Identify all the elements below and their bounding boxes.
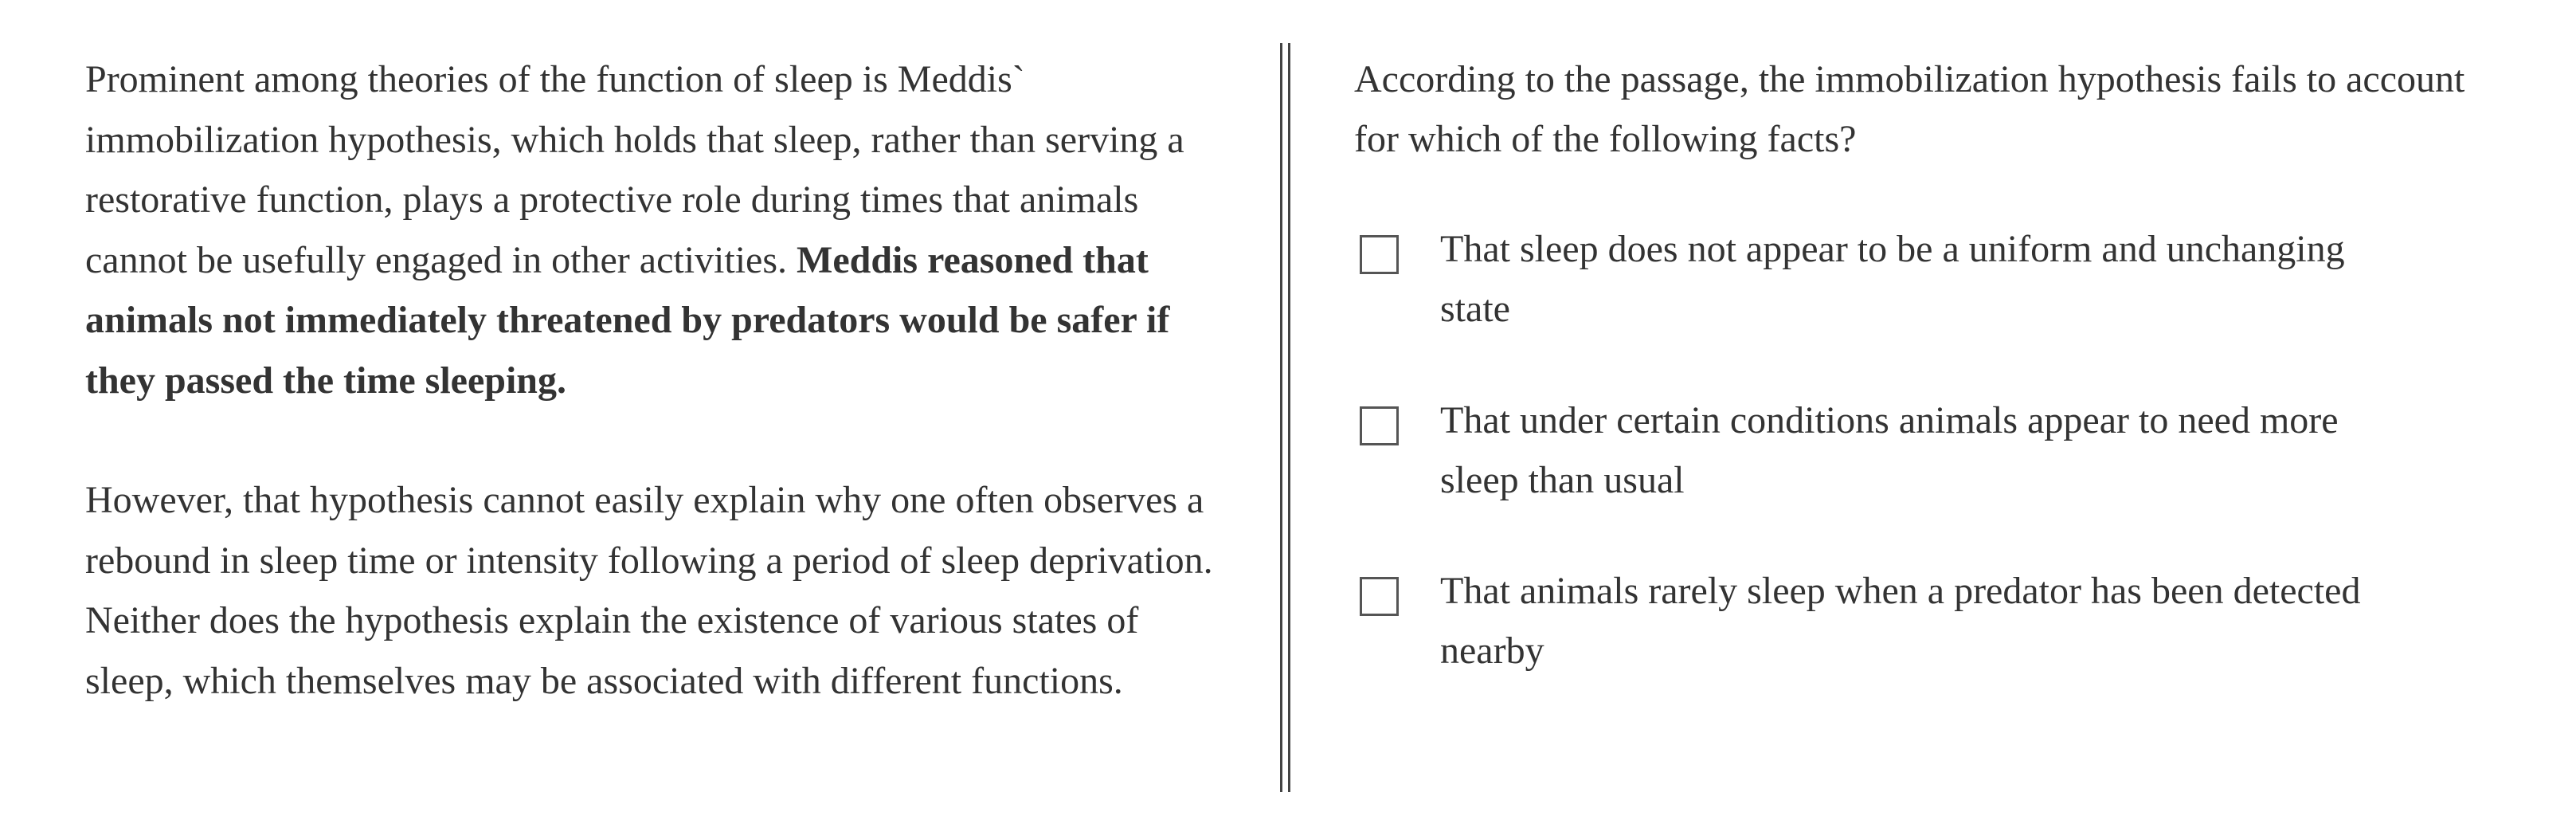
paragraph-spacer [85,410,1232,470]
pane-divider [1280,43,1290,792]
answer-choice-b-label[interactable]: That under certain conditions animals appear to need more sleep than usual [1440,399,2339,501]
checkbox-b[interactable] [1360,406,1399,445]
checkbox-a[interactable] [1360,235,1399,274]
question-panel [1354,49,2501,169]
question-stem: According to the passage, the immobilization hypothesis fails to account for which of the following facts? [1354,58,2465,160]
passage-paragraph-1-text: Prominent among theories of the function of sleep is Meddis` immobilization hypothesis, which holds that sleep, rather than serving a restorative function, plays a protective role during times that animals cannot be usefully engaged in other activities. [85,58,1184,281]
passage-highlighted-sentence: Meddis reasoned that animals not immediately threatened by predators would be safer if they passed the time sleeping. [85,238,1170,402]
answer-choice-c-label[interactable]: That animals rarely sleep when a predator has been detected nearby [1440,570,2361,672]
passage-paragraph-2: However, that hypothesis cannot easily explain why one often observes a rebound in sleep time or intensity following a period of sleep deprivation. Neither does the hypothesis explain the existence of various states of sleep, which themselves may be associated with different functions. [85,479,1213,702]
checkbox-c[interactable] [1360,577,1399,616]
reading-passage [85,49,1232,711]
answer-choice-a-label[interactable]: That sleep does not appear to be a uniform and unchanging state [1440,228,2345,330]
passage-paragraph-1 [85,49,1232,410]
